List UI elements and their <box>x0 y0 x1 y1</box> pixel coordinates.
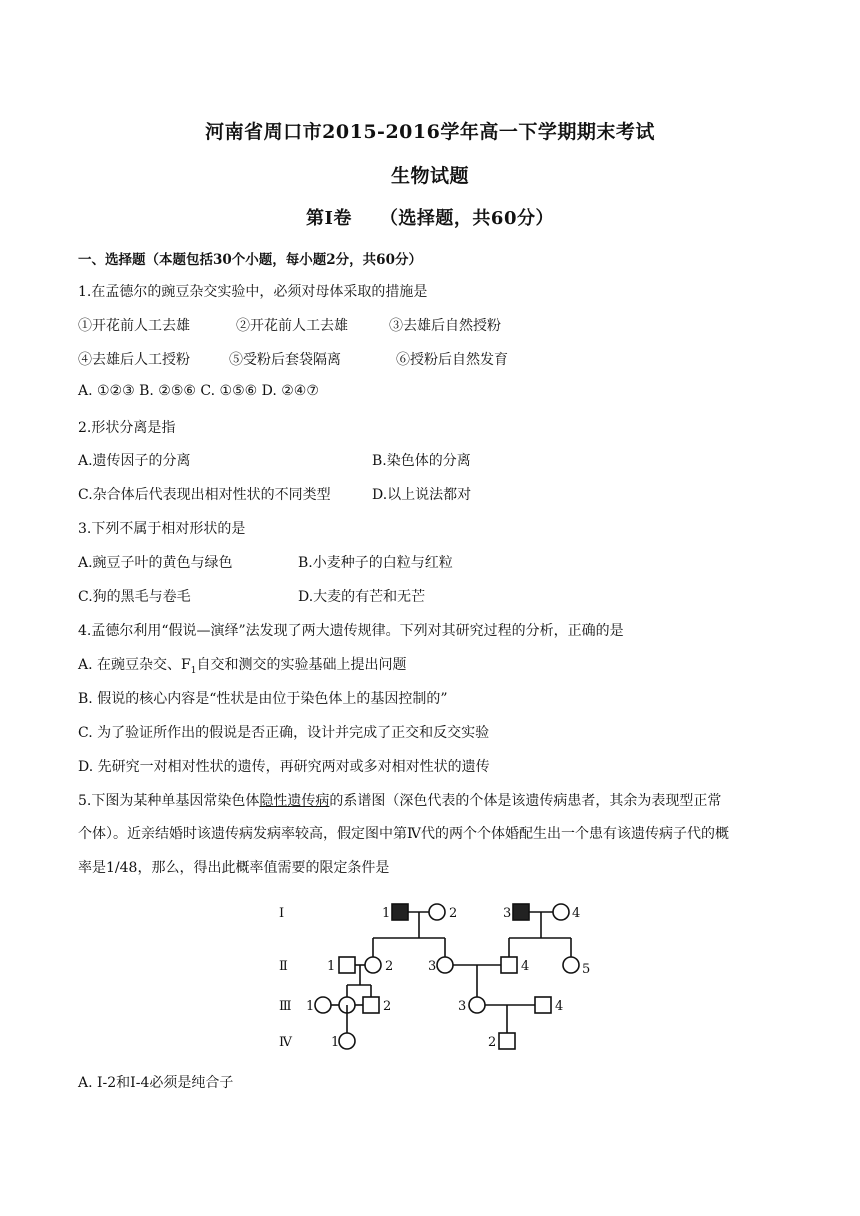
pedigree-num-iii4: 4 <box>555 999 564 1014</box>
pedigree-num-iii2: 2 <box>383 999 392 1014</box>
pedigree-num-ii2: 2 <box>385 959 394 974</box>
q5-stem <box>78 790 721 810</box>
q2-option-a: A.遗传因子的分离 <box>78 453 191 469</box>
q3-option-b: B.小麦种子的白粒与红粒 <box>298 555 453 571</box>
pedigree-gen-iii-label: Ⅲ <box>279 999 292 1014</box>
pedigree-gen-i-label: Ⅰ <box>279 906 285 921</box>
pedigree-iii1-female <box>315 997 331 1013</box>
subject-title: 生物试题 <box>390 165 469 187</box>
pedigree-i4-female <box>553 904 569 920</box>
pedigree-num-iv2: 2 <box>488 1035 497 1050</box>
pedigree-num-i3: 3 <box>503 906 512 921</box>
q1-option-3: ③去雄后自然授粉 <box>389 318 501 334</box>
q5-stem-pre: 5.下图为某种单基因常染色体 <box>78 793 260 809</box>
pedigree-iii4-male <box>535 997 551 1013</box>
pedigree-ii5-female <box>563 957 579 973</box>
q2-option-d: D.以上说法都对 <box>372 487 472 503</box>
pedigree-iv1-female <box>339 1033 355 1049</box>
q3-stem: 3.下列不属于相对形状的是 <box>78 521 246 537</box>
q5-option-a: A. Ⅰ-2和Ⅰ-4必须是纯合子 <box>78 1075 234 1091</box>
q4-option-d: D. 先研究一对相对性状的遗传，再研究两对或多对相对性状的遗传 <box>78 759 490 775</box>
pedigree-ii4-male <box>501 957 517 973</box>
q4-option-a-post: 自交和测交的实验基础上提出问题 <box>196 657 407 673</box>
pedigree-ii2-female <box>365 957 381 973</box>
q1-option-5: ⑤受粉后套袋隔离 <box>229 352 341 368</box>
q1-choices: A. ①②③ B. ②⑤⑥ C. ①⑤⑥ D. ②④⑦ <box>78 383 319 399</box>
q4-option-a-sub: 1 <box>190 665 197 676</box>
q5-stem-line3: 率是1/48，那么，得出此概率值需要的限定条件是 <box>78 860 390 876</box>
pedigree-num-i2: 2 <box>449 906 458 921</box>
pedigree-i2-female <box>429 904 445 920</box>
pedigree-ii3-female <box>437 957 453 973</box>
pedigree-num-ii4: 4 <box>521 959 530 974</box>
pedigree-iv2-male <box>499 1033 515 1049</box>
q3-option-c: C.狗的黑毛与卷毛 <box>78 589 191 605</box>
pedigree-num-ii5: 5 <box>582 962 591 977</box>
q3-option-d: D.大麦的有芒和无芒 <box>298 589 426 605</box>
q1-stem: 1.在孟德尔的豌豆杂交实验中，必须对母体采取的措施是 <box>78 284 428 300</box>
q4-option-c: C. 为了验证所作出的假说是否正确，设计并完成了正交和反交实验 <box>78 725 490 741</box>
pedigree-num-ii1: 1 <box>327 959 336 974</box>
q4-option-a-pre: A. 在豌豆杂交、F <box>78 657 191 673</box>
pedigree-iii2-male <box>363 997 379 1013</box>
section-heading: 一、选择题（本题包括30个小题，每小题2分，共60分） <box>78 252 422 268</box>
pedigree-num-iv1: 1 <box>331 1035 340 1050</box>
q1-option-1: ①开花前人工去雄 <box>78 318 190 334</box>
q4-option-b: B. 假说的核心内容是“性状是由位于染色体上的基因控制的” <box>78 691 448 707</box>
q1-option-6: ⑥授粉后自然发育 <box>396 352 508 368</box>
volume-title: 第Ⅰ卷 （选择题，共60分） <box>306 208 554 229</box>
pedigree-num-ii3: 3 <box>428 959 437 974</box>
q2-option-c: C.杂合体后代表现出相对性状的不同类型 <box>78 487 331 503</box>
pedigree-chart <box>265 893 615 1055</box>
exam-title: 河南省周口市2015-2016学年高一下学期期末考试 <box>205 121 655 143</box>
pedigree-num-iii1: 1 <box>306 999 315 1014</box>
q4-stem: 4.孟德尔利用“假说—演绎”法发现了两大遗传规律。下列对其研究过程的分析，正确的是 <box>78 623 624 639</box>
q2-option-b: B.染色体的分离 <box>372 453 471 469</box>
q2-stem: 2.形状分离是指 <box>78 420 176 436</box>
q5-stem-line2: 个体）。近亲结婚时该遗传病发病率较高，假定图中第Ⅳ代的两个个体婚配生出一个患有该遗传病子代的概 <box>78 826 729 842</box>
pedigree-num-i1: 1 <box>382 906 391 921</box>
q1-option-4: ④去雄后人工授粉 <box>78 352 190 368</box>
q5-stem-underlined: 隐性遗传病 <box>259 793 330 809</box>
q5-stem-post: 的系谱图（深色代表的个体是该遗传病患者，其余为表现型正常 <box>329 793 722 809</box>
pedigree-gen-iv-label: Ⅳ <box>279 1035 292 1050</box>
pedigree-i1-affected-male <box>392 904 408 920</box>
pedigree-i3-affected-male <box>513 904 529 920</box>
pedigree-num-iii3: 3 <box>458 999 467 1014</box>
q4-option-a <box>78 654 406 676</box>
pedigree-ii1-male <box>339 957 355 973</box>
pedigree-gen-ii-label: Ⅱ <box>279 959 288 974</box>
q1-option-2: ②开花前人工去雄 <box>236 318 348 334</box>
pedigree-iii3-female <box>469 997 485 1013</box>
pedigree-num-i4: 4 <box>572 906 581 921</box>
q3-option-a: A.豌豆子叶的黄色与绿色 <box>78 555 233 571</box>
